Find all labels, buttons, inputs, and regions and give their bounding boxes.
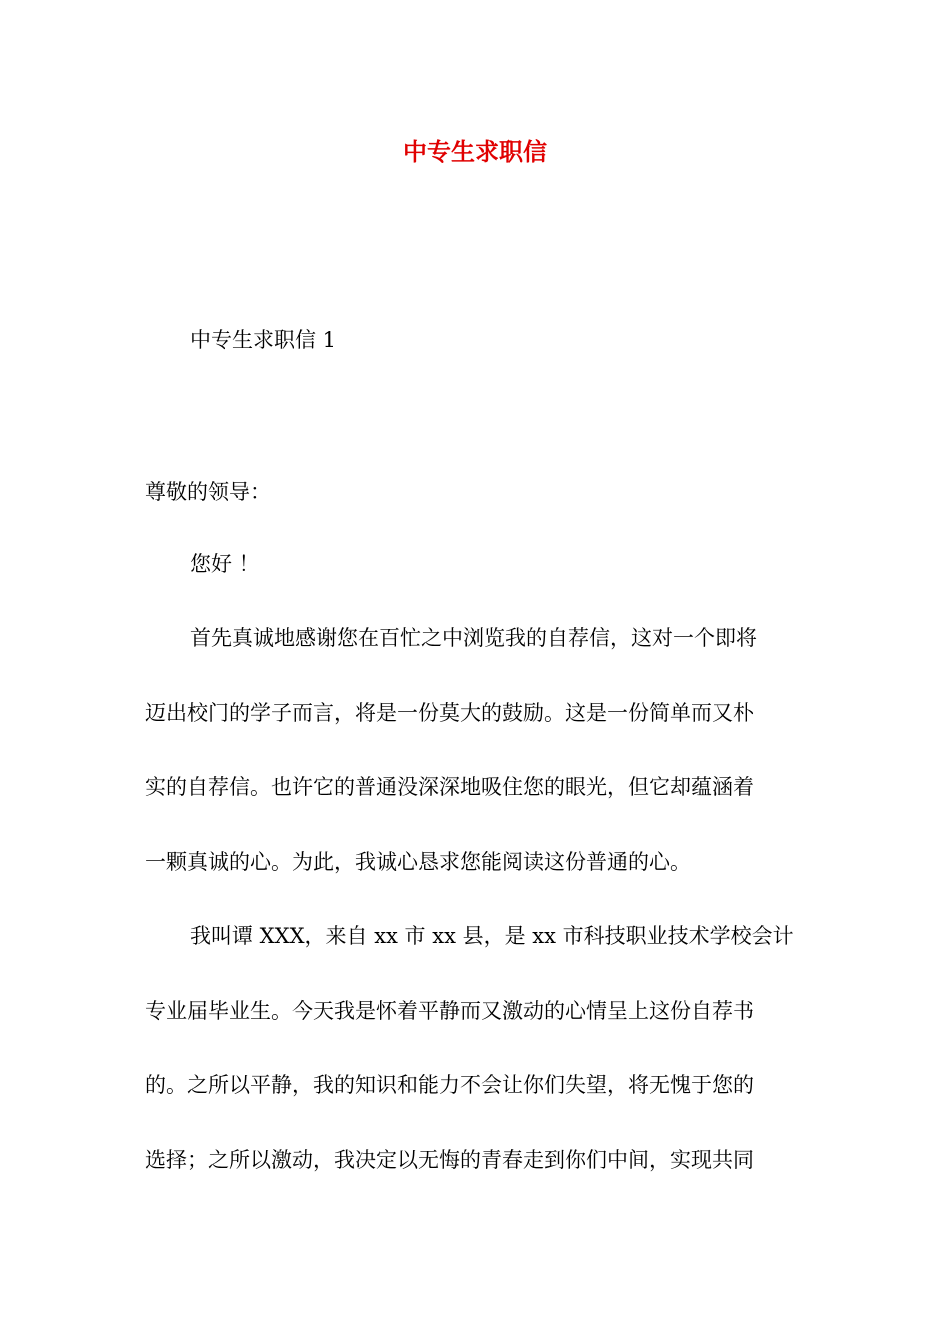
paragraph-line: 迈出校门的学子而言，将是一份莫大的鼓励。这是一份简单而又朴 xyxy=(145,700,754,725)
paragraph-line: 我叫谭 XXX，来自 xx 市 xx 县，是 xx 市科技职业技术学校会计 xyxy=(190,924,794,948)
paragraph-line: 首先真诚地感谢您在百忙之中浏览我的自荐信，这对一个即将 xyxy=(190,626,757,650)
greeting: 您好 ！ xyxy=(190,552,260,576)
paragraph-2 xyxy=(145,918,805,1216)
paragraph-1 xyxy=(145,620,805,918)
paragraph-line: 选择；之所以激动，我决定以无悔的青春走到你们中间，实现共同 xyxy=(145,1147,754,1172)
paragraph-line: 实的自荐信。也许它的普通没深深地吸住您的眼光，但它却蕴涵着 xyxy=(145,775,754,799)
document-title: 中专生求职信 xyxy=(403,137,547,166)
paragraph-line: 专业届毕业生。今天我是怀着平静而又激动的心情呈上这份自荐书 xyxy=(145,998,754,1023)
paragraph-line: 一颗真诚的心。为此，我诚心恳求您能阅读这份普通的心。 xyxy=(145,849,691,874)
paragraph-line: 的。之所以平静，我的知识和能力不会让你们失望，将无愧于您的 xyxy=(145,1073,754,1097)
salutation: 尊敬的领导： xyxy=(145,480,271,504)
letter-subheading: 中专生求职信 1 xyxy=(190,328,337,352)
